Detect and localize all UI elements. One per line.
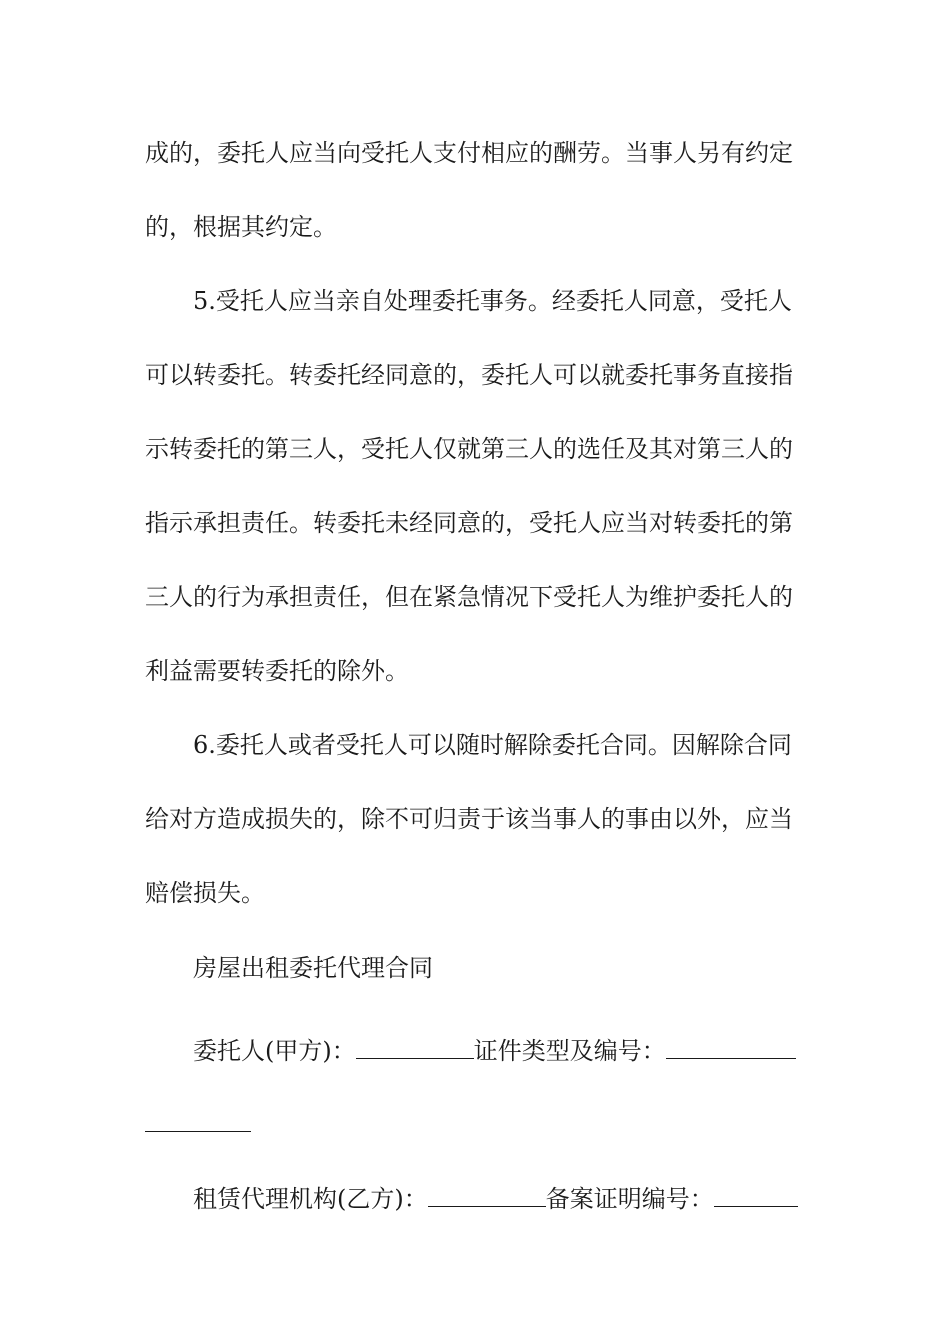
party-a-line [193, 1036, 815, 1066]
paragraph-line: 示转委托的第三人，受托人仅就第三人的选任及其对第三人的 [145, 435, 793, 463]
party-b-label: 租赁代理机构(乙方)： [193, 1185, 428, 1213]
paragraph-line: 赔偿损失。 [145, 879, 265, 907]
paragraph-line: 的，根据其约定。 [145, 213, 337, 241]
party-a-label: 委托人(甲方)： [193, 1037, 356, 1065]
party-b-line [193, 1184, 815, 1214]
contract-title: 房屋出租委托代理合同 [193, 954, 433, 982]
party-a-id-blank[interactable] [666, 1036, 796, 1059]
paragraph-line: 利益需要转委托的除外。 [145, 657, 409, 685]
clause-6-line: 6.委托人或者受托人可以随时解除委托合同。因解除合同 [193, 731, 792, 759]
clause-5-line: 5.受托人应当亲自处理委托事务。经委托人同意，受托人 [193, 287, 792, 315]
paragraph-line: 三人的行为承担责任，但在紧急情况下受托人为维护委托人的 [145, 583, 793, 611]
party-a-id-label: 证件类型及编号： [473, 1037, 666, 1065]
party-a-id-blank-continued[interactable] [145, 1131, 251, 1132]
paragraph-line: 给对方造成损失的，除不可归责于该当事人的事由以外，应当 [145, 805, 793, 833]
paragraph-line: 指示承担责任。转委托未经同意的，受托人应当对转委托的第 [145, 509, 793, 537]
paragraph-line: 可以转委托。转委托经同意的，委托人可以就委托事务直接指 [145, 361, 793, 389]
party-b-record-blank[interactable] [714, 1184, 798, 1207]
party-b-record-label: 备案证明编号： [545, 1185, 714, 1213]
party-b-name-blank[interactable] [428, 1184, 546, 1207]
party-a-name-blank[interactable] [356, 1036, 474, 1059]
paragraph-line: 成的，委托人应当向受托人支付相应的酬劳。当事人另有约定 [145, 139, 793, 167]
